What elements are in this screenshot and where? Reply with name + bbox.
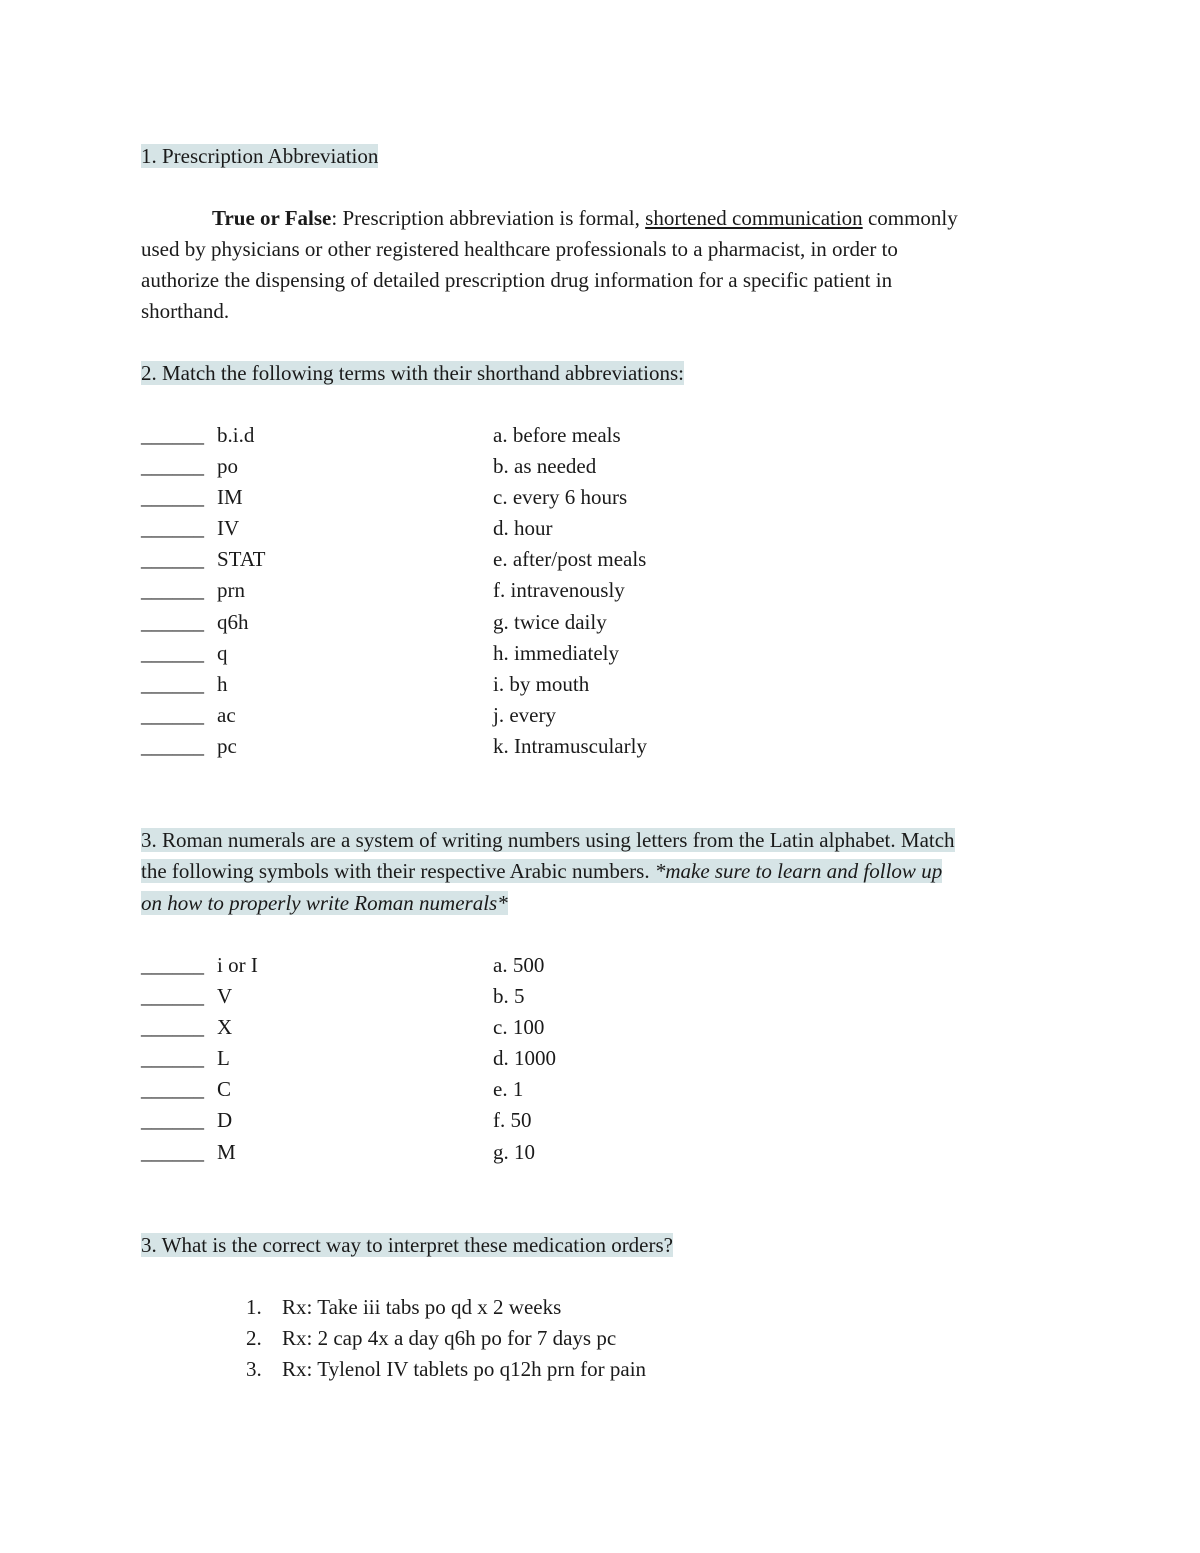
- q1-colon: :: [331, 206, 338, 230]
- abbreviation-option: a. before meals: [493, 423, 621, 447]
- answer-blank: ______: [141, 984, 204, 1009]
- order-number: 2.: [246, 1326, 262, 1351]
- answer-blank: ______: [141, 454, 204, 479]
- abbreviation-option: f. intravenously: [493, 578, 625, 603]
- roman-numeral-option: e. 1: [493, 1077, 524, 1102]
- order-text: Rx: Tylenol IV tablets po q12h prn for pain: [282, 1357, 647, 1382]
- q1-statement-line-2: used by physicians or other registered healthcare professionals to a pharmacist, in order to: [141, 237, 898, 261]
- abbreviation-term: prn: [217, 578, 245, 603]
- abbreviation-option: k. Intramuscularly: [493, 733, 647, 758]
- roman-numeral-term: V: [217, 984, 233, 1009]
- answer-blank: ______: [141, 671, 204, 696]
- q1-heading: 1. Prescription Abbreviation: [141, 144, 379, 168]
- q3-heading-line-3: [141, 888, 508, 919]
- q3-heading-1: 3. Roman numerals are a system of writing numbers using letters from the Latin alphabet. Match: [141, 828, 955, 852]
- q1-statement-line-3: authorize the dispensing of detailed prescription drug information for a specific patient in: [141, 268, 893, 292]
- roman-numeral-term: i or I: [217, 953, 258, 977]
- q2-heading-line: [141, 358, 684, 389]
- roman-numeral-option: d. 1000: [493, 1046, 556, 1071]
- roman-numeral-term: C: [217, 1077, 232, 1102]
- abbreviation-option: g. twice daily: [493, 609, 607, 634]
- q3-text: the following symbols with their respective Arabic numbers.: [141, 859, 655, 883]
- answer-blank: ______: [141, 953, 204, 977]
- q3-note-b: on how to properly write Roman numerals*: [141, 891, 508, 915]
- abbreviation-term: q: [217, 640, 228, 665]
- q3-note-a: *make sure to learn and follow up: [654, 859, 943, 883]
- q4-heading: 3. What is the correct way to interpret these medication orders?: [141, 1233, 673, 1257]
- abbreviation-option: j. every: [493, 702, 556, 727]
- answer-blank: ______: [141, 516, 204, 541]
- answer-blank: ______: [141, 702, 204, 727]
- roman-numeral-option: g. 10: [493, 1139, 535, 1164]
- roman-numeral-term: D: [217, 1108, 233, 1133]
- abbreviation-term: IV: [217, 516, 240, 541]
- roman-numeral-term: L: [217, 1046, 230, 1071]
- abbreviation-option: e. after/post meals: [493, 547, 647, 572]
- answer-blank: ______: [141, 423, 204, 447]
- answer-blank: ______: [141, 609, 204, 634]
- order-number: 3.: [246, 1357, 262, 1382]
- q3-heading-2: [141, 859, 942, 883]
- q1-heading-line: [141, 141, 378, 172]
- answer-blank: ______: [141, 1077, 204, 1102]
- q1-statement-line-4: shorthand.: [141, 299, 230, 323]
- q1-text-b: commonly: [862, 206, 958, 230]
- answer-blank: ______: [141, 1108, 204, 1133]
- abbreviation-option: c. every 6 hours: [493, 485, 628, 510]
- q1-text-a: Prescription abbreviation is formal,: [337, 206, 646, 230]
- abbreviation-term: b.i.d: [217, 423, 255, 447]
- order-number: 1.: [246, 1295, 262, 1319]
- underlined-term: shortened communication: [645, 206, 863, 230]
- answer-blank: ______: [141, 547, 204, 572]
- abbreviation-term: h: [217, 671, 228, 696]
- q3-heading-line-1: [141, 825, 955, 856]
- answer-blank: ______: [141, 1015, 204, 1040]
- abbreviation-option: d. hour: [493, 516, 553, 541]
- q2-heading: 2. Match the following terms with their shorthand abbreviations:: [141, 361, 684, 385]
- roman-numeral-option: b. 5: [493, 984, 525, 1009]
- order-text: Rx: Take iii tabs po qd x 2 weeks: [282, 1295, 562, 1319]
- roman-numeral-term: M: [217, 1139, 236, 1164]
- roman-numeral-option: c. 100: [493, 1015, 545, 1040]
- answer-blank: ______: [141, 640, 204, 665]
- answer-blank: ______: [141, 578, 204, 603]
- abbreviation-term: IM: [217, 485, 243, 510]
- abbreviation-term: po: [217, 454, 238, 479]
- true-false-label: True or False: [212, 206, 332, 230]
- answer-blank: ______: [141, 485, 204, 510]
- abbreviation-term: pc: [217, 733, 237, 758]
- roman-numeral-option: f. 50: [493, 1108, 532, 1133]
- answer-blank: ______: [141, 1139, 204, 1164]
- answer-blank: ______: [141, 1046, 204, 1071]
- q4-heading-line: [141, 1230, 673, 1261]
- abbreviation-option: h. immediately: [493, 640, 619, 665]
- q3-heading-line-2: [141, 856, 942, 887]
- roman-numeral-term: X: [217, 1015, 233, 1040]
- roman-numeral-option: a. 500: [493, 953, 545, 977]
- q1-statement-line-1: [212, 203, 958, 234]
- abbreviation-option: b. as needed: [493, 454, 597, 479]
- answer-blank: ______: [141, 733, 204, 758]
- abbreviation-term: STAT: [217, 547, 266, 572]
- abbreviation-term: q6h: [217, 609, 249, 634]
- abbreviation-term: ac: [217, 702, 236, 727]
- abbreviation-option: i. by mouth: [493, 671, 590, 696]
- order-text: Rx: 2 cap 4x a day q6h po for 7 days pc: [282, 1326, 617, 1351]
